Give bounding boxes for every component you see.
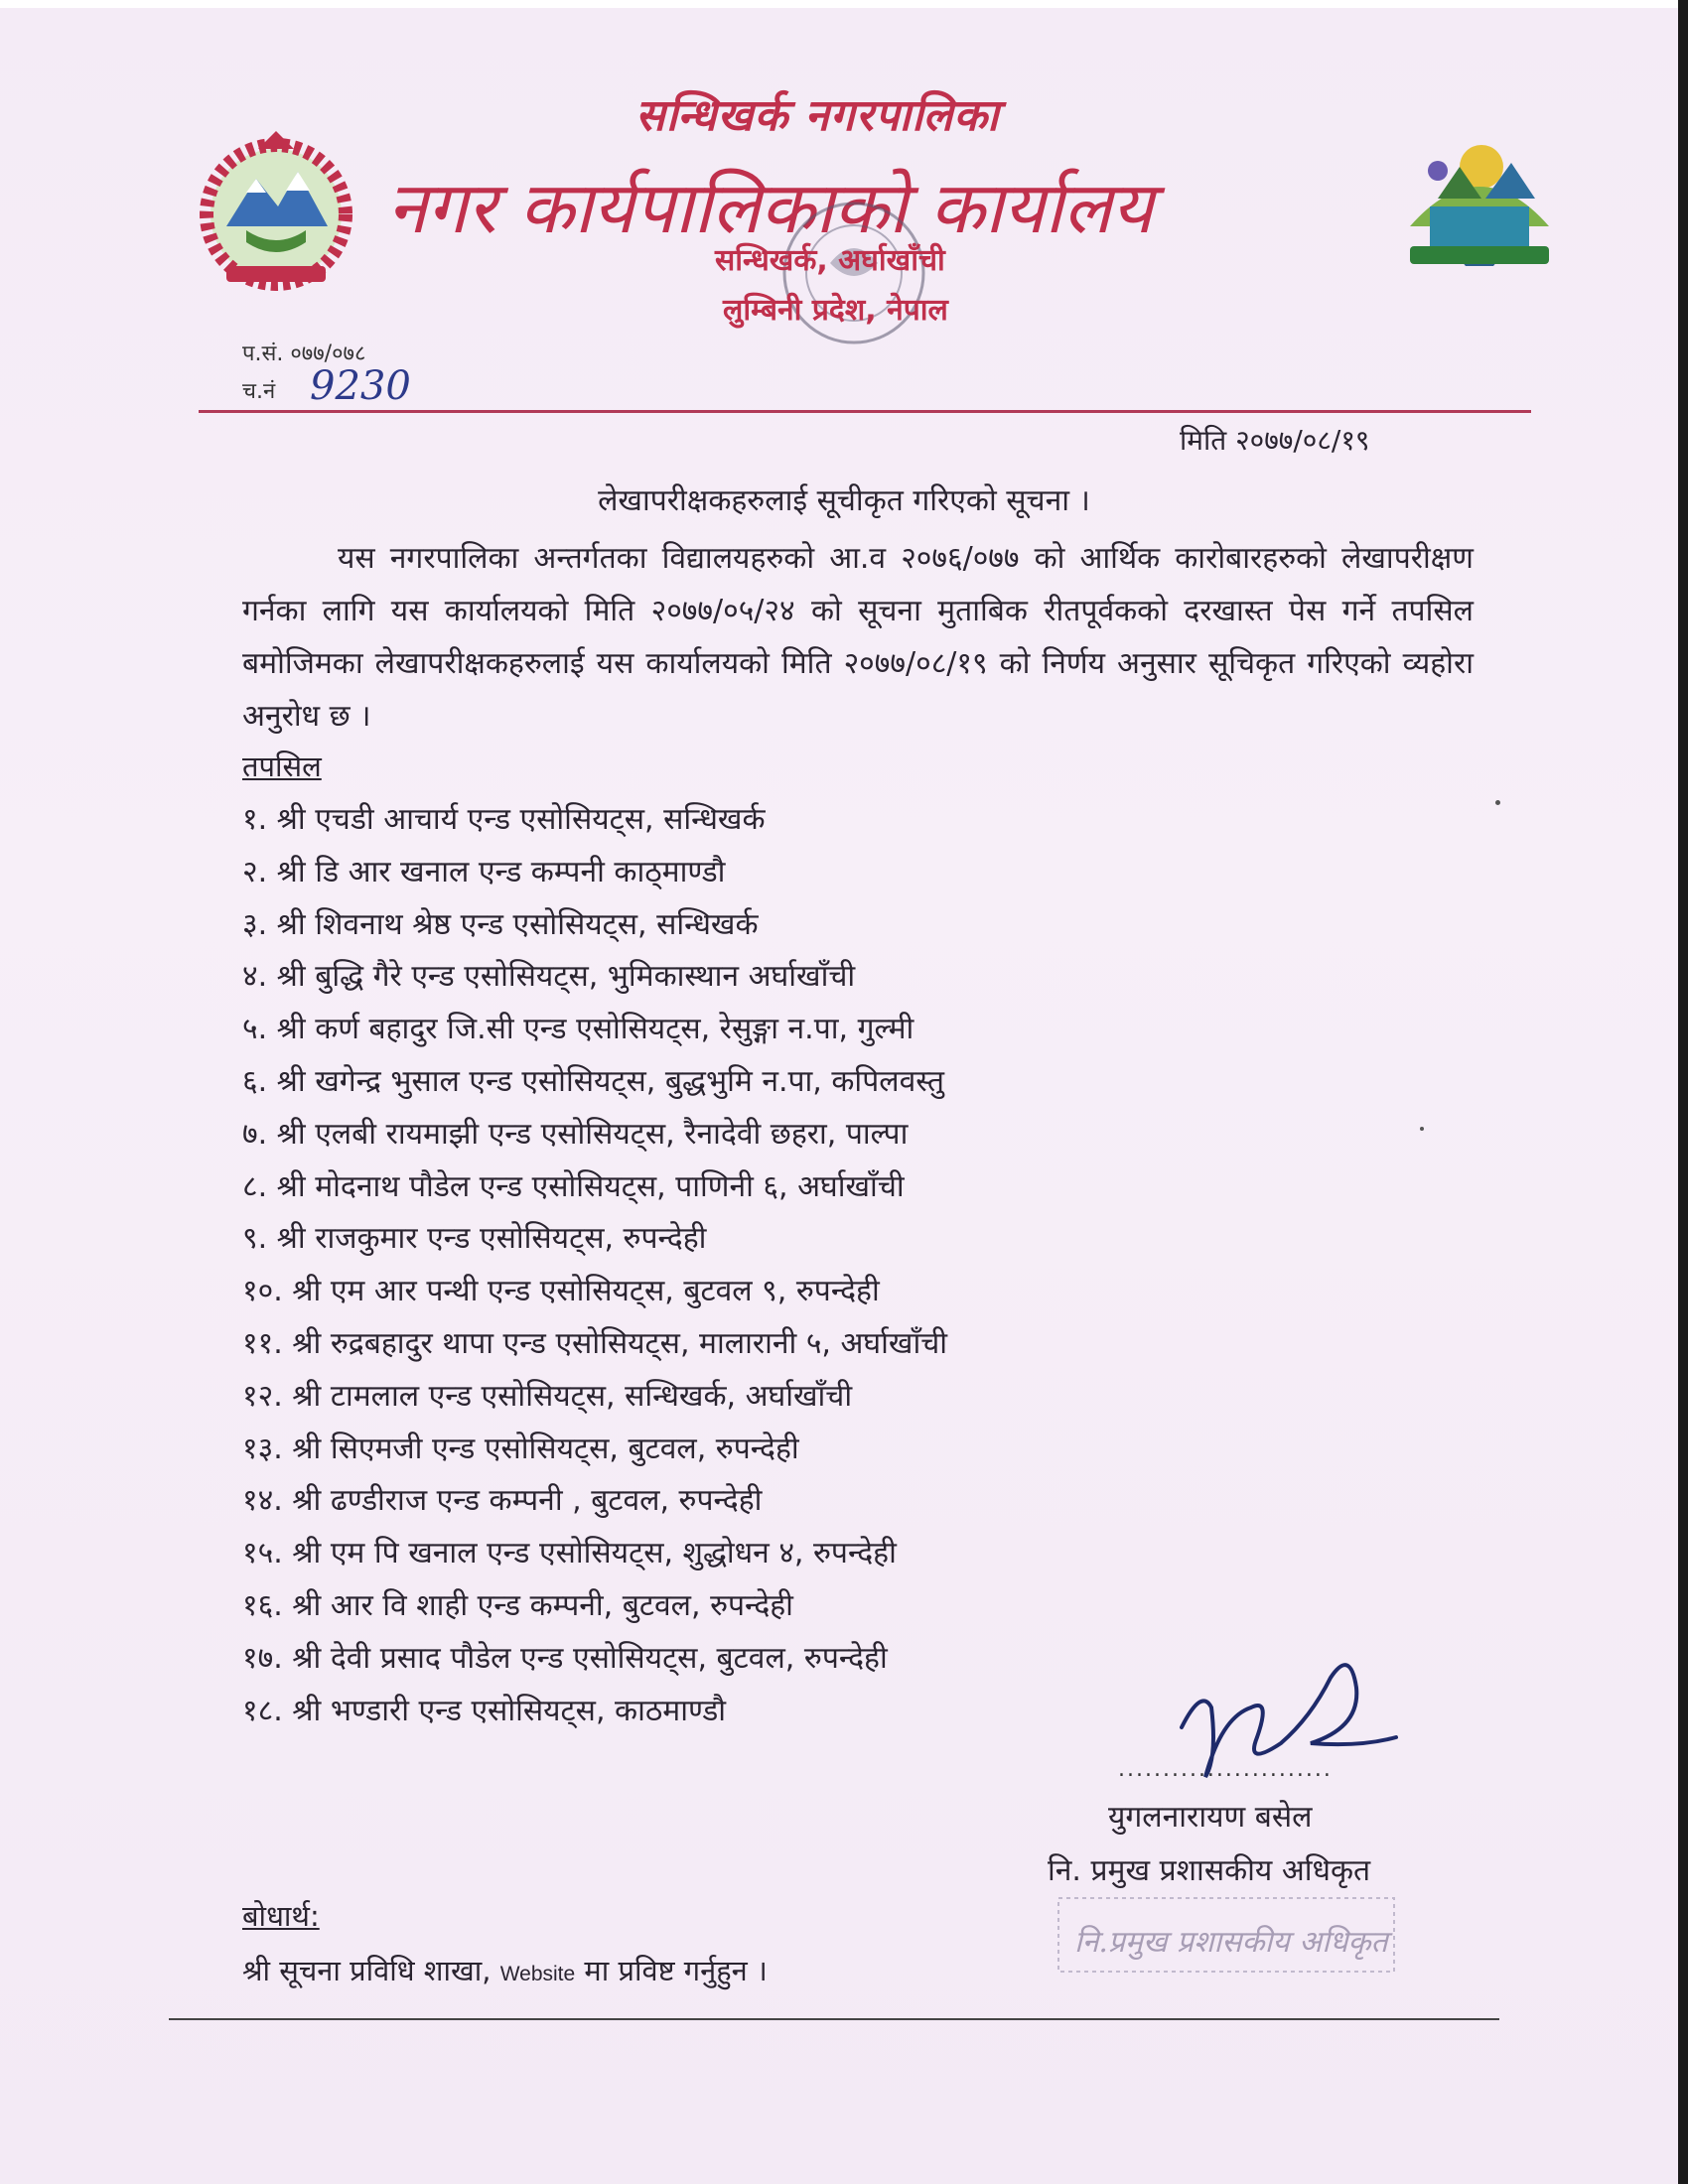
dispatch-number-handwritten: 9230	[310, 363, 411, 409]
office-title: नगर कार्यपालिकाको कार्यालय	[387, 166, 1154, 249]
auditor-list	[242, 794, 947, 1737]
list-item: २. श्री डि आर खनाल एन्ड कम्पनी काठ्माण्डौ	[242, 854, 726, 889]
cc-text-part2: मा प्रविष्ट गर्नुहुन ।	[584, 1954, 768, 1987]
scan-speck	[1420, 1127, 1424, 1131]
cc-text-part1: श्री सूचना प्रविधि शाखा,	[242, 1954, 492, 1987]
list-item: १४. श्री ढण्डीराज एन्ड कम्पनी , बुटवल, रुपन्देही	[242, 1483, 763, 1519]
footer-divider	[169, 2018, 1499, 2020]
scan-speck	[1495, 800, 1500, 805]
list-item: ११. श्री रुद्रबहादुर थापा एन्ड एसोसियट्स, मालारानी ५, अर्घाखाँची	[242, 1325, 948, 1361]
dispatch-number-label: च.नं	[242, 379, 276, 404]
list-item: १. श्री एचडी आचार्य एन्ड एसोसियट्स, सन्धिखर्क	[242, 802, 766, 837]
signer-designation: नि. प्रमुख प्रशासकीय अधिकृत	[1048, 1853, 1371, 1888]
list-item: १२. श्री टामलाल एन्ड एसोसियट्स, सन्धिखर्क, अर्घाखाँची	[242, 1378, 853, 1414]
list-item: ५. श्री कर्ण बहादुर जि.सी एन्ड एसोसियट्स, रेसुङ्गा न.पा, गुल्मी	[242, 1012, 914, 1047]
list-heading: तपसिल	[242, 750, 322, 783]
page-top-edge	[0, 0, 1688, 8]
notice-subject: लेखापरीक्षकहरुलाई सूचीकृत गरिएको सूचना ।	[598, 483, 1090, 518]
list-item: १०. श्री एम आर पन्थी एन्ड एसोसियट्स, बुटवल ९, रुपन्देही	[242, 1274, 880, 1309]
list-item: १५. श्री एम पि खनाल एन्ड एसोसियट्स, शुद्धोधन ४, रुपन्देही	[242, 1536, 897, 1571]
nepal-emblem-icon	[187, 127, 365, 291]
designation-stamp: नि.प्रमुख प्रशासकीय अधिकृत	[1074, 1925, 1388, 1960]
notice-body: यस नगरपालिका अन्तर्गतका विद्यालयहरुको आ.व २०७६/०७७ को आर्थिक कारोबारहरुको लेखापरीक्षण गर्नका लागि यस कार्यालयको मिति २०७७/०५/२४ को सूचना मुताबिक रीतपूर्वकको दरखास्त पेस गर्ने तपसिल बमोजिमका लेखापरीक्षकहरुलाई यस कार्यालयको मिति २०७७/०८/१९ को निर्णय अनुसार सूचिकृत गरिएको व्यहोरा अनुरोध छ ।	[242, 541, 1474, 734]
letter-date: मिति २०७७/०८/१९	[1180, 424, 1370, 457]
header-divider	[199, 410, 1531, 413]
office-address-line-1: सन्धिखर्क, अर्घाखाँची	[715, 243, 945, 278]
list-item: १३. श्री सिएमजी एन्ड एसोसियट्स, बुटवल, रुपन्देही	[242, 1431, 799, 1466]
list-item: ४. श्री बुद्धि गैरे एन्ड एसोसियट्स, भुमिकास्थान अर्घाखाँची	[242, 959, 856, 995]
list-item: १७. श्री देवी प्रसाद पौडेल एन्ड एसोसियट्स, बुटवल, रुपन्देही	[242, 1640, 888, 1676]
scan-border	[1678, 0, 1688, 2184]
list-item: १८. श्री भण्डारी एन्ड एसोसियट्स, काठमाण्डौ	[242, 1693, 727, 1728]
list-item: ८. श्री मोदनाथ पौडेल एन्ड एसोसियट्स, पाणिनी ६, अर्घाखाँची	[242, 1168, 905, 1204]
list-item: ९. श्री राजकुमार एन्ड एसोसियट्स, रुपन्देही	[242, 1221, 707, 1257]
cc-heading: बोधार्थ:	[242, 1899, 320, 1933]
signer-name: युगलनारायण बसेल	[1108, 1800, 1313, 1835]
municipality-logo-icon	[1390, 107, 1569, 274]
signature-line: ........................	[1118, 1757, 1333, 1782]
list-item: ७. श्री एलबी रायमाझी एन्ड एसोसियट्स, रैनादेवी छहरा, पाल्पा	[242, 1116, 909, 1152]
municipality-name: सन्धिखर्क नगरपालिका	[635, 90, 1000, 141]
list-item: १६. श्री आर वि शाही एन्ड कम्पनी, बुटवल, रुपन्देही	[242, 1587, 793, 1623]
list-item: ३. श्री शिवनाथ श्रेष्ठ एन्ड एसोसियट्स, सन्धिखर्क	[242, 906, 759, 942]
office-address-line-2: लुम्बिनी प्रदेश, नेपाल	[723, 293, 948, 328]
letter-reference-number: प.सं. ०७७/०७८	[242, 341, 366, 366]
list-item: ६. श्री खगेन्द्र भुसाल एन्ड एसोसियट्स, बुद्धभुमि न.पा, कपिलवस्तु	[242, 1063, 945, 1099]
cc-recipient	[242, 1951, 768, 1989]
cc-website-word: Website	[499, 1963, 576, 1985]
